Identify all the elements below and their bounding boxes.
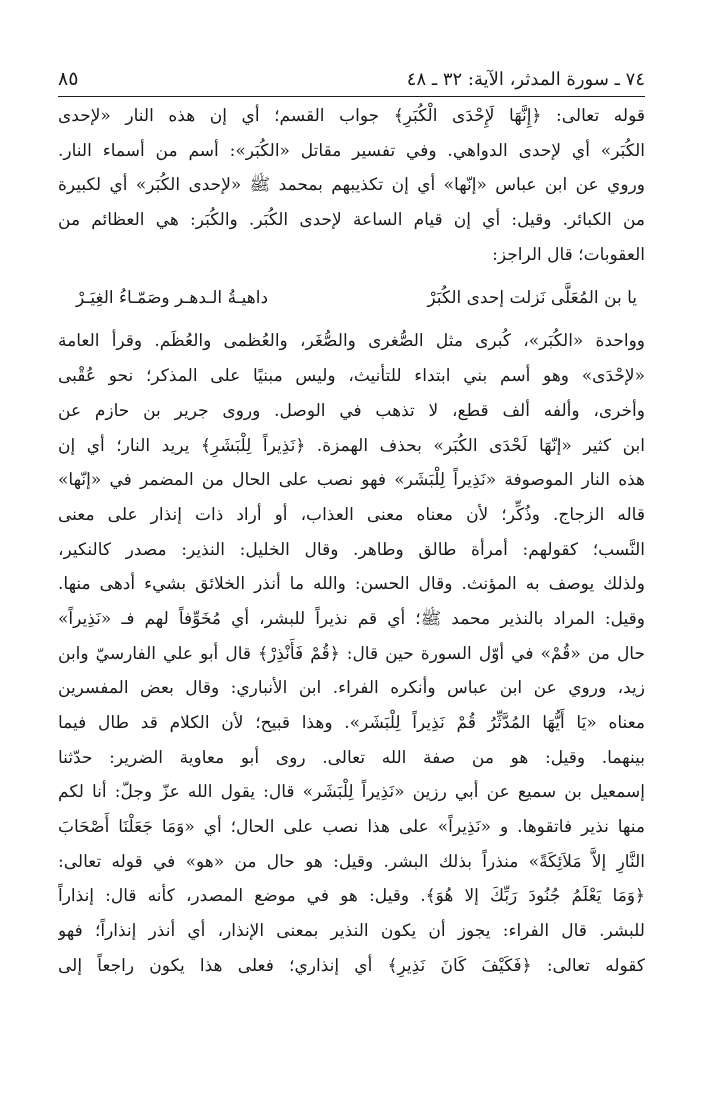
text-line: حال من «قُمْ» في أوّل السورة حين قال: ﴿قُمْ فَأَنْذِرْ﴾ قال أبو علي الفارسيّ وابن (58, 643, 645, 664)
text-line: وقيل: المراد بالنذير محمد ﷺ؛ أي قم نذيراً للبشر، أي مُخَوِّفاً لهم فـ «نَذِيراً» (58, 608, 645, 629)
paragraph-1 (58, 99, 645, 272)
text-line: وأخرى، وألفه ألف قطع، لا تذهب في الوصل. وروى جرير بن حازم عن (58, 400, 645, 421)
text-line: ﴿وَمَا يَعْلَمُ جُنُودَ رَبِّكَ إلا هُوَ﴾. وقيل: هو في موضع المصدر، كأنه قال: إنذاراً (58, 886, 645, 907)
text-line: منها نذير فاتقوها. و «نَذِيراً» على هذا نصب على الحال؛ أي «وَمَا جَعَلْنَا أَصْحَابَ (58, 817, 645, 838)
page-number: ٨٥ (58, 68, 79, 90)
text-line: كقوله تعالى: ﴿فَكَيْفَ كَانَ نَذِيرِ﴾ أي إنذاري؛ فعلى هذا يكون راجعاً إلى (58, 955, 645, 976)
text-line: النَّارِ إلاَّ مَلاَئِكَةً» منذراً بذلك البشر. وقيل: هو حال من «هو» في قوله تعالى: (58, 851, 645, 872)
text-line: زيد، وروي عن ابن عباس وأنكره الفراء. ابن الأنباري: وقال بعض المفسرين (58, 678, 645, 699)
running-head: ٧٤ ـ سورة المدثر، الآية: ٣٢ ـ ٤٨ (406, 68, 645, 90)
text-line: وواحدة «الكُبَر»، كُبرى مثل الصُّغرى والصُّغَر، والعُظمى والعُظَم. وقرأ العامة (58, 331, 645, 352)
header-divider (58, 96, 645, 97)
text-line: النَّسب؛ كقولهم: أمرأة طالق وطاهر. وقال الخليل: النذير: مصدر كالنكير، (58, 539, 645, 560)
text-line: معناه «يَا أَيُّهَا المُدَّثِّرُ قُمْ نَذِيراً لِلْبَشَر». وهذا قبيح؛ لأن الكلام قد طال فيما (58, 713, 645, 733)
verse-first-hemistich: يا بن المُعَلَّى نَزلت إحدى الكُبَرْ (427, 288, 637, 309)
text-line: هذه النار الموصوفة «نَذِيراً لِلْبَشَر» فهو نصب على الحال من المضمر في «إنّها» (58, 470, 645, 491)
text-line: قوله تعالى: ﴿إِنَّهَا لَإِحْدَى الْكُبَرِ﴾ جواب القسم؛ أي إن هذه النار «لإحدى (58, 106, 645, 126)
poem-verse (58, 272, 645, 324)
text-line: الكُبَر» أي لإحدى الدواهي. وفي تفسير مقاتل «الكُبَر»: أسم من أسماء النار. (58, 140, 645, 161)
text-line: ابن كثير «إنّهَا لَحْدَى الكُبَر» بحذف الهمزة. ﴿نَذِيراً لِلْبَشَرِ﴾ يريد النار؛ أي إن (58, 435, 645, 456)
text-line: للبشر. قال الفراء: يجوز أن يكون النذير بمعنى الإنذار، أي أنذر إنذاراً؛ فهو (58, 921, 645, 942)
text-line: وروي عن ابن عباس «إنّها» أي إن تكذيبهم بمحمد ﷺ «لإحدى الكُبَر» أي لكبيرة (58, 175, 645, 196)
text-line: بينهما. وقيل: هو من صفة الله تعالى. روى أبو معاوية الضرير: حدّثنا (58, 747, 645, 768)
paragraph-2 (58, 324, 645, 983)
page-body (58, 99, 645, 984)
text-line: العقوبات؛ قال الراجز: (492, 244, 645, 265)
verse-second-hemistich: داهيـةُ الـدهـر وصَمّـاءُ الغِيَـرْ (76, 288, 269, 309)
text-line: ولذلك يوصف به المؤنث. وقال الحسن: والله ما أنذر الخلائق بشيء أدهى منها. (58, 574, 645, 595)
text-line: إسمعيل بن سميع عن أبي رزين «نَذِيراً لِلْبَشَر» قال: يقول الله عزّ وجلّ: أنا لكم (58, 782, 645, 803)
text-line: «لإحْدَى» وهو أسم بني ابتداء للتأنيث، وليس مبنيًا على المذكر؛ نحو عُقْبى (58, 366, 645, 387)
text-line: قاله الزجاج. وذُكِّر؛ لأن معناه معنى العذاب، أو أراد ذات إنذار على معنى (58, 504, 645, 525)
text-line: من الكبائر. وقيل: أي إن قيام الساعة لإحدى الكُبَر. والكُبَر: هي العظائم من (58, 210, 645, 231)
page-header (58, 62, 645, 96)
